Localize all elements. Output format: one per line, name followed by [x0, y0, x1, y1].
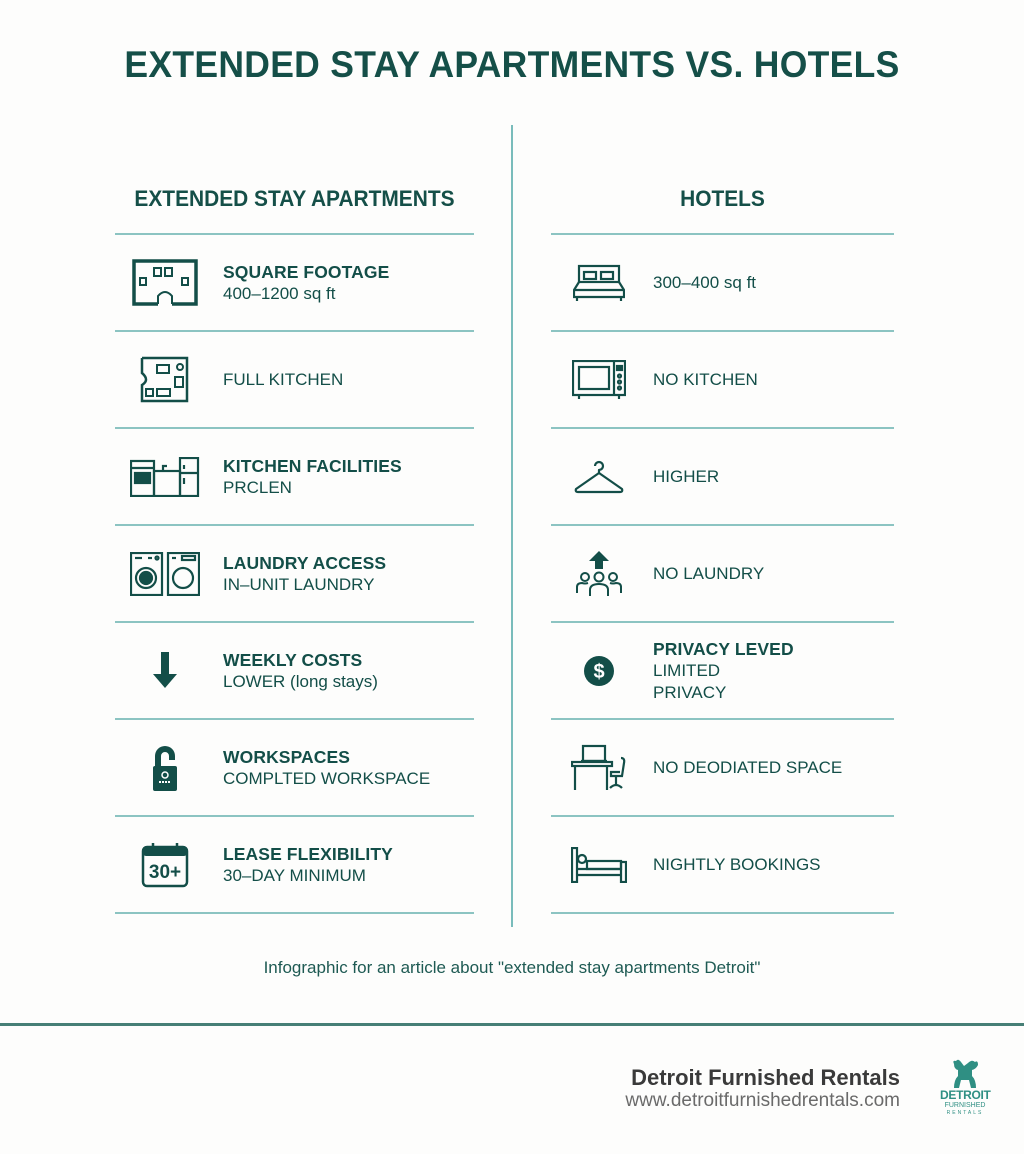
- comparison-row: [551, 817, 894, 914]
- comparison-row: [551, 332, 894, 429]
- calendar-30-icon: [129, 837, 201, 893]
- dollar-icon: [569, 643, 629, 699]
- spirit-of-detroit-icon: [940, 1058, 990, 1090]
- row-value: LIMITED: [653, 660, 721, 680]
- page-title: EXTENDED STAY APARTMENTS VS. HOTELS: [124, 44, 900, 85]
- comparison-row: [115, 817, 474, 914]
- comparison-row: [551, 429, 894, 526]
- brand-logo: [940, 1058, 990, 1128]
- column-heading: EXTENDED STAY APARTMENTS: [134, 186, 455, 211]
- row-value: LOWER (long stays): [223, 671, 378, 691]
- row-value: 400–1200 sq ft: [223, 283, 336, 303]
- row-label: WORKSPACES: [223, 746, 351, 767]
- group-arrow-up-icon: [569, 546, 629, 602]
- desk-chair-icon: [569, 740, 629, 796]
- comparison-row: [115, 623, 474, 720]
- floor-plan-icon: [129, 255, 201, 311]
- door-hanger-icon: [129, 740, 201, 796]
- brand-name: Detroit Furnished Rentals: [631, 1065, 900, 1090]
- comparison-row: [551, 526, 894, 623]
- hotels-column: [551, 180, 894, 914]
- comparison-row: [115, 526, 474, 623]
- brand-url-link[interactable]: www.detroitfurnishedrentals.com: [625, 1090, 900, 1111]
- row-value: NO DEODIATED SPACE: [653, 757, 843, 777]
- comparison-row: [551, 623, 894, 720]
- hanger-icon: [569, 449, 629, 505]
- logo-text-furnished: FURNISHED: [944, 1102, 986, 1109]
- row-label: WEEKLY COSTS: [223, 649, 363, 670]
- comparison-row: [551, 235, 894, 332]
- row-label: PRIVACY LEVED: [653, 638, 794, 659]
- microwave-icon: [569, 352, 629, 408]
- row-label: SQUARE FOOTAGE: [223, 261, 390, 282]
- row-value: NIGHTLY BOOKINGS: [653, 854, 821, 874]
- row-value: FULL KITCHEN: [223, 369, 344, 389]
- row-label: LAUNDRY ACCESS: [223, 552, 387, 573]
- logo-text-rentals: RENTALS: [946, 1110, 984, 1116]
- comparison-row: [551, 720, 894, 817]
- caption: Infographic for an article about "extended stay apartments Detroit": [263, 958, 761, 977]
- svg-text:30+: 30+: [148, 861, 182, 883]
- row-value: PRCLEN: [223, 477, 292, 497]
- row-value: 300–400 sq ft: [653, 272, 757, 292]
- kitchen-layout-icon: [129, 352, 201, 408]
- svg-text:$: $: [593, 660, 605, 683]
- single-bed-icon: [569, 837, 629, 893]
- row-value: HIGHER: [653, 466, 720, 486]
- arrow-down-icon: [129, 643, 201, 699]
- column-divider: [511, 125, 513, 927]
- logo-text-detroit: DETROIT: [940, 1088, 991, 1102]
- column-heading: HOTELS: [680, 186, 765, 211]
- row-label: LEASE FLEXIBILITY: [223, 843, 393, 864]
- comparison-row: [115, 235, 474, 332]
- comparison-row: [115, 332, 474, 429]
- row-label: KITCHEN FACILITIES: [223, 455, 402, 476]
- bed-icon: [569, 255, 629, 311]
- footer-divider: [0, 1023, 1024, 1026]
- row-value: NO LAUNDRY: [653, 563, 765, 583]
- comparison-row: [115, 720, 474, 817]
- kitchen-appliances-icon: [129, 449, 201, 505]
- washer-dryer-icon: [129, 546, 201, 602]
- row-value: COMPLTED WORKSPACE: [223, 768, 431, 788]
- row-value: 30–DAY MINIMUM: [223, 865, 366, 885]
- row-value: IN–UNIT LAUNDRY: [223, 574, 375, 594]
- row-value-continued: PRIVACY: [653, 682, 727, 702]
- apartments-column: [115, 180, 474, 914]
- row-value: NO KITCHEN: [653, 369, 758, 389]
- comparison-row: [115, 429, 474, 526]
